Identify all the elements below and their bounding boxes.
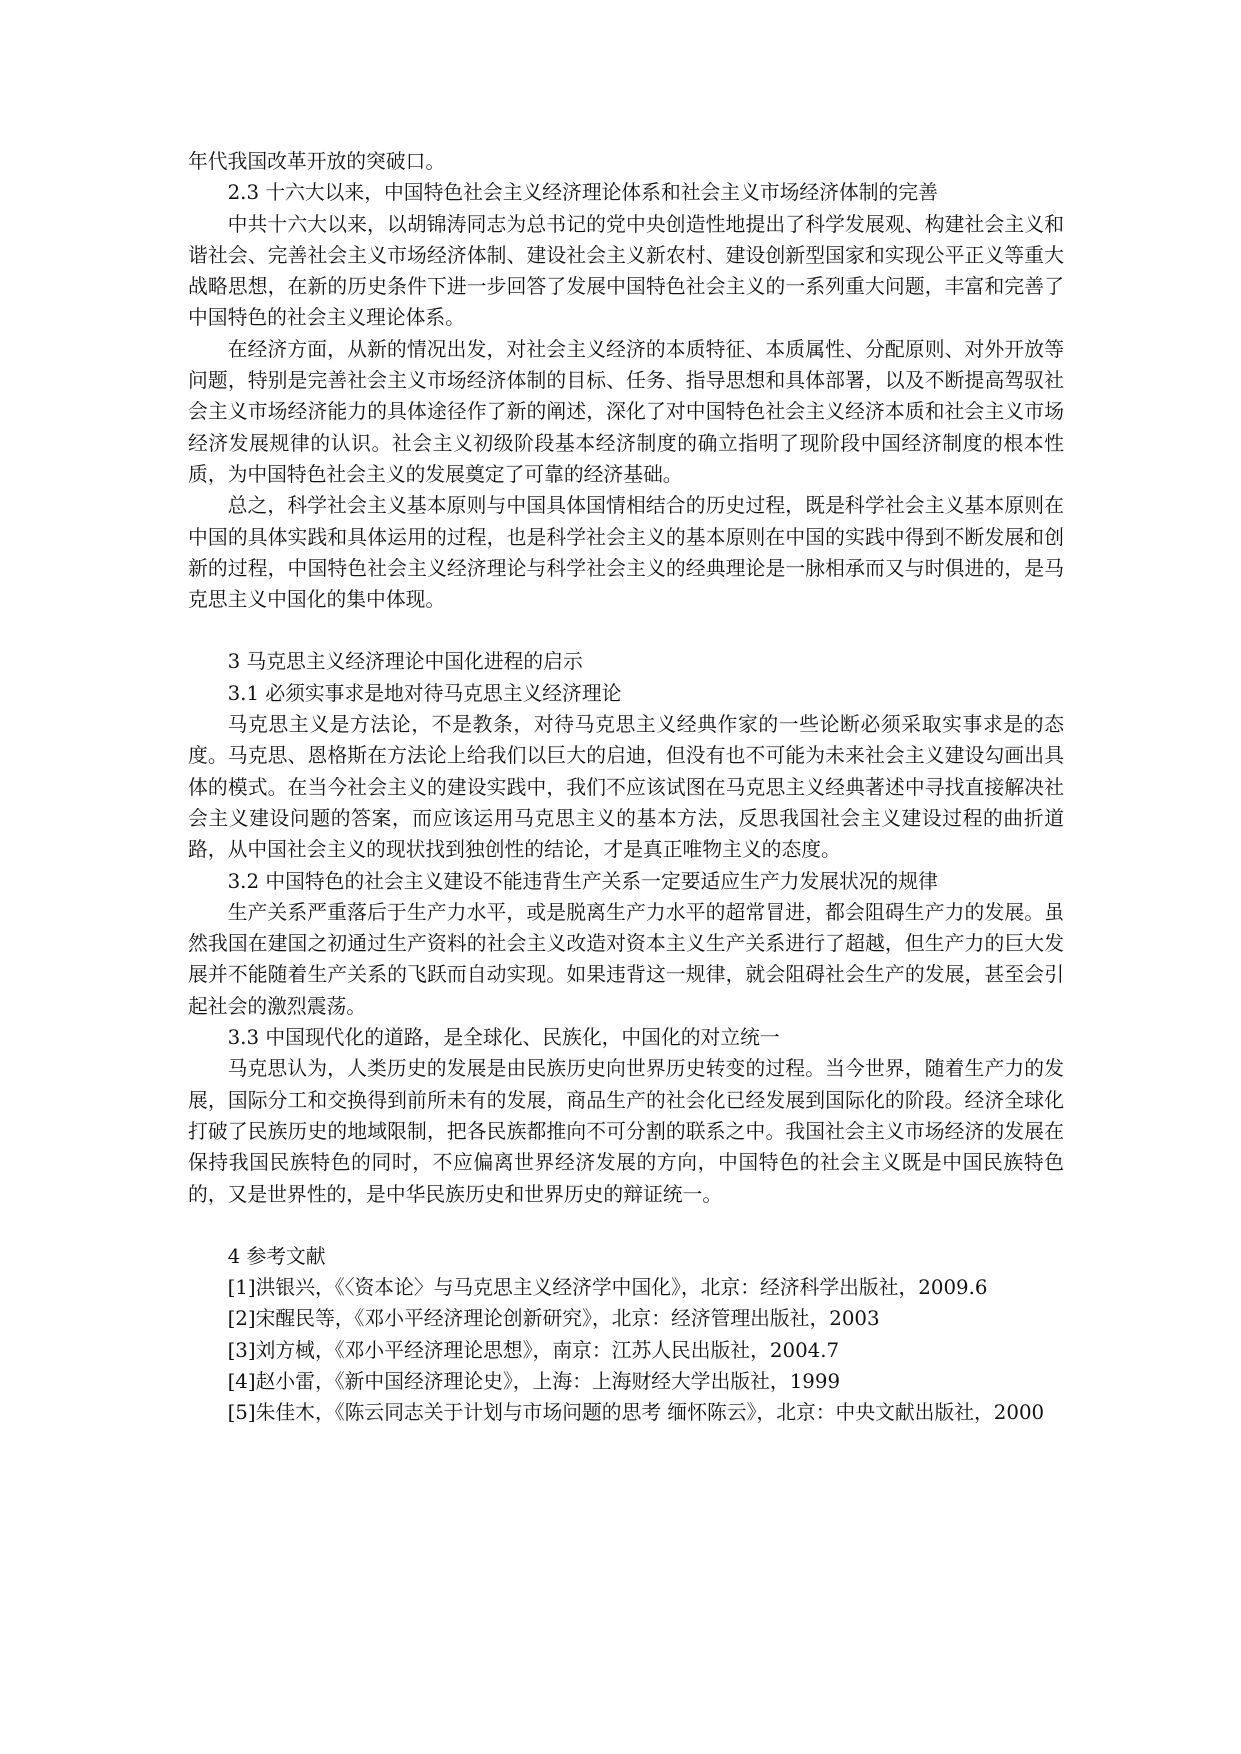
reference-item: [1]洪银兴，《〈资本论〉与马克思主义经济学中国化》，北京：经济科学出版社，2009.6 bbox=[227, 1276, 988, 1300]
section-heading-3-3: 3.3 中国现代化的道路，是全球化、民族化，中国化的对立统一 bbox=[227, 1026, 780, 1050]
paragraph: 中共十六大以来，以胡锦涛同志为总书记的党中央创造性地提出了科学发展观、构建社会主义和谐社会、完善社会主义市场经济体制、建设社会主义新农村、建设创新型国家和实现公平正义等重大战略思想，在新的历史条件下进一步回答了发展中国特色社会主义的一系列重大问题，丰富和完善了中国特色的社会主义理论体系。 bbox=[188, 212, 1064, 330]
reference-list bbox=[188, 1272, 1064, 1428]
section-heading-4: 4 参考文献 bbox=[227, 1244, 326, 1268]
document-body bbox=[188, 146, 1064, 1429]
continuation-line: 年代我国改革开放的突破口。 bbox=[188, 150, 446, 173]
paragraph: 总之，科学社会主义基本原则与中国具体国情相结合的历史过程，既是科学社会主义基本原则在中国的具体实践和具体运用的过程，也是科学社会主义的基本原则在中国的实践中得到不断发展和创新的过程，中国特色社会主义经济理论与科学社会主义的经典理论是一脉相承而又与时俱进的，是马克思主义中国化的集中体现。 bbox=[188, 494, 1064, 612]
section-heading-3-1: 3.1 必须实事求是地对待马克思主义经济理论 bbox=[227, 681, 622, 705]
paragraph: 马克思认为，人类历史的发展是由民族历史向世界历史转变的过程。当今世界，随着生产力的发展，国际分工和交换得到前所未有的发展，商品生产的社会化已经发展到国际化的阶段。经济全球化打破了民族历史的地域限制，把各民族都推向不可分割的联系之中。我国社会主义市场经济的发展在保持我国民族特色的同时，不应偏离世界经济发展的方向，中国特色的社会主义既是中国民族特色的，又是世界性的，是中华民族历史和世界历史的辩证统一。 bbox=[188, 1057, 1064, 1206]
spacer bbox=[188, 615, 1064, 646]
section-heading-3: 3 马克思主义经济理论中国化进程的启示 bbox=[227, 650, 583, 674]
paragraph: 生产关系严重落后于生产力水平，或是脱离生产力水平的超常冒进，都会阻碍生产力的发展。虽然我国在建国之初通过生产资料的社会主义改造对资本主义生产关系进行了超越，但生产力的巨大发展并不能随着生产关系的飞跃而自动实现。如果违背这一规律，就会阻碍社会生产的发展，甚至会引起社会的激烈震荡。 bbox=[188, 900, 1064, 1018]
paragraph: 马克思主义是方法论，不是教条，对待马克思主义经典作家的一些论断必须采取实事求是的态度。马克思、恩格斯在方法论上给我们以巨大的启迪，但没有也不可能为未来社会主义建设勾画出具体的模式。在当今社会主义的建设实践中，我们不应该试图在马克思主义经典著述中寻找直接解决社会主义建设问题的答案，而应该运用马克思主义的基本方法，反思我国社会主义建设过程的曲折道路，从中国社会主义的现状找到独创性的结论，才是真正唯物主义的态度。 bbox=[188, 713, 1064, 862]
reference-item: [5]朱佳木，《陈云同志关于计划与市场问题的思考 缅怀陈云》，北京：中央文献出版社，2000 bbox=[227, 1401, 1045, 1425]
reference-item: [2]宋醒民等，《邓小平经济理论创新研究》，北京：经济管理出版社，2003 bbox=[227, 1307, 880, 1331]
section-heading-2-3: 2.3 十六大以来，中国特色社会主义经济理论体系和社会主义市场经济体制的完善 bbox=[227, 181, 938, 205]
spacer bbox=[188, 1210, 1064, 1241]
reference-item: [3]刘方棫，《邓小平经济理论思想》，南京：江苏人民出版社，2004.7 bbox=[227, 1338, 840, 1362]
section-heading-3-2: 3.2 中国特色的社会主义建设不能违背生产关系一定要适应生产力发展状况的规律 bbox=[227, 869, 938, 893]
paragraph: 在经济方面，从新的情况出发，对社会主义经济的本质特征、本质属性、分配原则、对外开放等问题，特别是完善社会主义市场经济体制的目标、任务、指导思想和具体部署，以及不断提高驾驭社会主义市场经济能力的具体途径作了新的阐述，深化了对中国特色社会主义经济本质和社会主义市场经济发展规律的认识。社会主义初级阶段基本经济制度的确立指明了现阶段中国经济制度的根本性质，为中国特色社会主义的发展奠定了可靠的经济基础。 bbox=[188, 337, 1064, 486]
reference-item: [4]赵小雷，《新中国经济理论史》，上海：上海财经大学出版社，1999 bbox=[227, 1369, 841, 1393]
